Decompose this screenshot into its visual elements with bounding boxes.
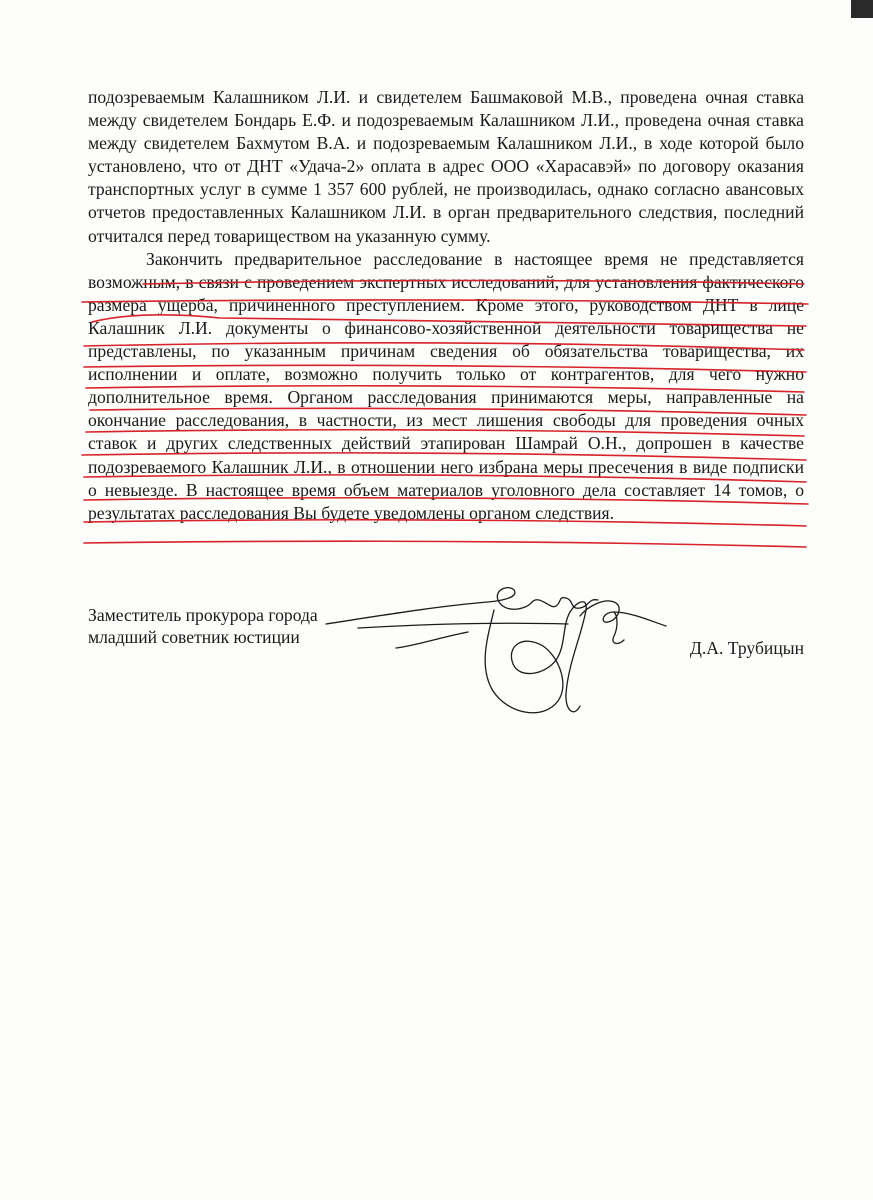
signatory-name: Д.А. Трубицын — [689, 638, 804, 658]
paragraph-investigation-details: подозреваемым Калашником Л.И. и свидетелем Башмаковой М.В., проведена очная ставка между свидетелем Бондарь Е.Ф. и подозреваемым Калашником Л.И., проведена очная ставка между свидетелем Бахмутом В.А. и подозреваемым Калашником Л.И., в ходе которой было установлено, что от ДНТ «Удача-2» оплата в адрес ООО «Харасавэй» по договору оказания транспортных услуг в сумме 1 357 600 рублей, не производилась, однако согласно авансовых отчетов предоставленных Калашником Л.И. в орган предварительного следствия, последний отчитался перед товариществом на указанную сумму. — [88, 87, 804, 246]
scan-corner-mark — [851, 0, 873, 18]
signatory-title-line-2: младший советник юстиции — [88, 627, 300, 647]
signatory-position — [88, 604, 318, 648]
red-underline-13 — [84, 541, 806, 547]
signature-block — [88, 604, 804, 744]
paragraph-extension-reasons: Закончить предварительное расследование в настоящее время не представляется возможным, в связи с проведением экспертных исследований, для установления фактического размера ущерба, причиненного преступлением. Кроме этого, руководством ДНТ в лице Калашник Л.И. документы о финансово-хозяйственной деятельности товарищества не представлены, по указанным причинам сведения об обязательства товарищества, их исполнении и оплате, возможно получить только от контрагентов, для чего нужно дополнительное время. Органом расследования принимаются меры, направленные на окончание расследования, в частности, из мест лишения свободы для проведения очных ставок и других следственных действий этапирован Шамрай О.Н., допрошен в качестве подозреваемого Калашник Л.И., в отношении него избрана меры пресечения в виде подписки о невыезде. В настоящее время объем материалов уголовного дела составляет 14 томов, о результатах расследования Вы будете уведомлены органом следствия. — [88, 248, 804, 523]
document-body — [88, 86, 804, 525]
signatory-title-line-1: Заместитель прокурора города — [88, 605, 318, 625]
handwritten-signature — [318, 576, 698, 736]
